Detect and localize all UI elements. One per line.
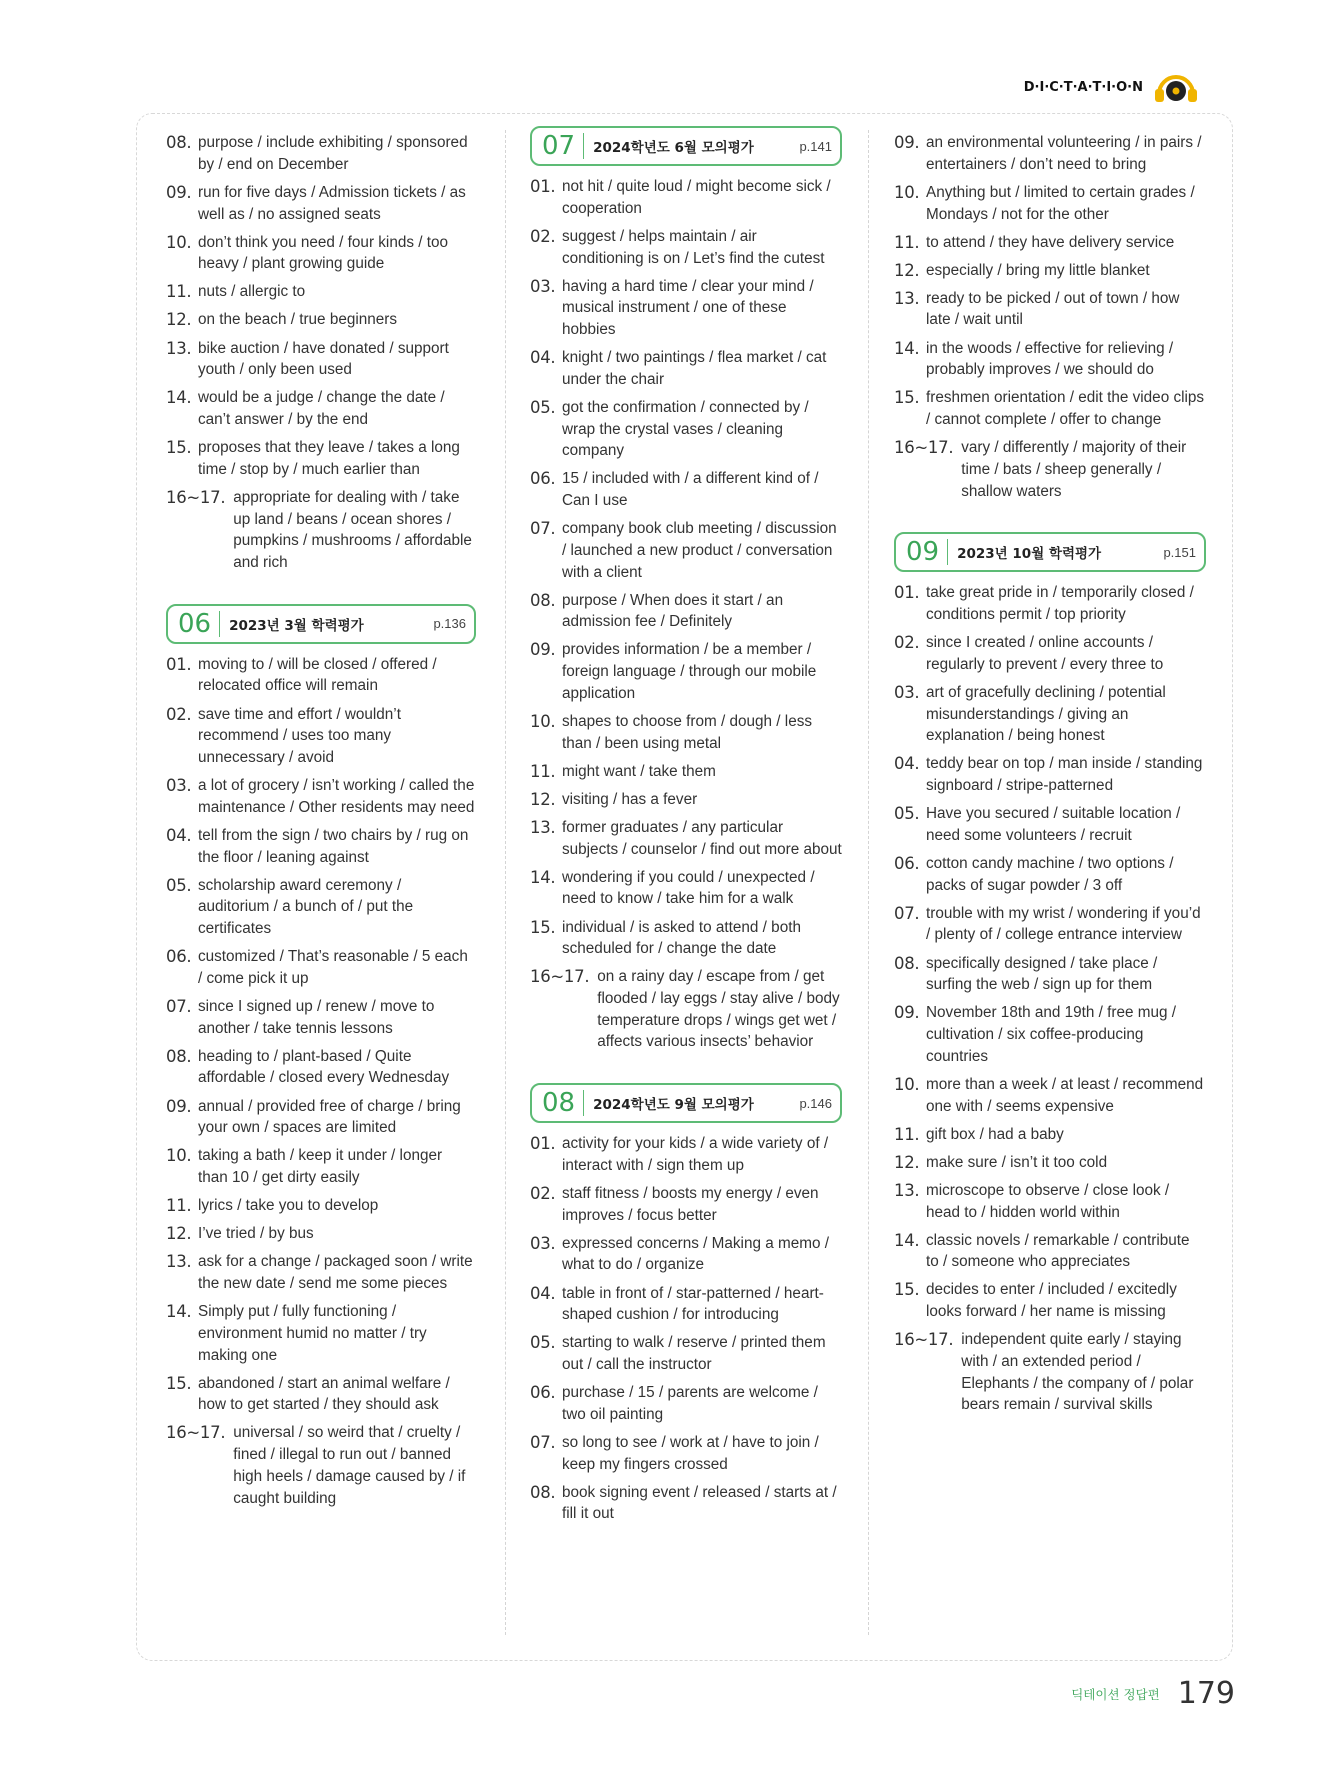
item-number: 01. xyxy=(166,654,192,674)
item-answer-text: annual / provided free of charge / bring your own / spaces are limited xyxy=(198,1097,461,1137)
item-number: 03. xyxy=(530,1233,556,1253)
item-number: 16~17. xyxy=(166,487,226,507)
answer-item xyxy=(166,875,476,940)
answer-item xyxy=(530,176,842,219)
item-answer-text: universal / so weird that / cruelty / fined / illegal to run out / banned high heels / damage caused by / if caught building xyxy=(233,1424,466,1507)
item-answer-text: ask for a change / packaged soon / write the new date / send me some pieces xyxy=(198,1253,473,1293)
item-answer-text: nuts / allergic to xyxy=(198,283,306,301)
item-answer-text: company book club meeting / discussion / launched a new product / conversation with a client xyxy=(562,520,837,581)
answer-item xyxy=(894,903,1206,946)
item-answer-text: staff fitness / boosts my energy / even improves / focus better xyxy=(562,1184,819,1224)
item-answer-text: abandoned / start an animal welfare / how to get started / they should ask xyxy=(198,1374,450,1414)
item-number: 06. xyxy=(530,1383,556,1403)
item-answer-text: since I created / online accounts / regularly to prevent / every three to xyxy=(926,634,1164,673)
item-number: 11. xyxy=(530,761,556,781)
section-page-ref: p.146 xyxy=(799,1095,832,1111)
item-number: 06. xyxy=(894,853,920,873)
item-answer-text: lyrics / take you to develop xyxy=(198,1197,379,1215)
answer-item xyxy=(530,590,842,633)
answer-item xyxy=(894,182,1206,225)
item-answer-text: ready to be picked / out of town / how late / wait until xyxy=(926,289,1180,329)
answer-item xyxy=(894,632,1206,675)
item-answer-text: on the beach / true beginners xyxy=(198,311,398,329)
item-number: 16~17. xyxy=(166,1423,226,1443)
item-answer-text: save time and effort / wouldn’t recommend / uses too many unnecessary / avoid xyxy=(198,705,401,766)
answer-item xyxy=(894,953,1206,996)
answer-item xyxy=(894,1074,1206,1117)
section-title: 2023년 10월 학력평가 xyxy=(957,546,1102,563)
item-answer-text: got the confirmation / connected by / wrap the crystal vases / cleaning company xyxy=(562,398,809,460)
answer-item xyxy=(894,1279,1206,1322)
section-number: 06 xyxy=(178,611,220,637)
answer-item xyxy=(166,825,476,868)
item-number: 09. xyxy=(530,640,556,660)
item-number: 02. xyxy=(530,1183,556,1203)
item-number: 10. xyxy=(894,1074,920,1094)
item-answer-text: vary / differently / majority of their time / bats / sheep generally / shallow waters xyxy=(961,439,1187,500)
answer-item xyxy=(166,309,476,331)
answer-item xyxy=(166,437,476,480)
answer-item xyxy=(530,817,842,860)
answer-item xyxy=(530,966,842,1053)
item-answer-text: purpose / include exhibiting / sponsored by / end on December xyxy=(198,134,468,173)
answer-item xyxy=(530,761,842,783)
item-number: 05. xyxy=(166,875,192,895)
item-answer-text: appropriate for dealing with / take up land / beans / ocean shores / pumpkins / mushrooms / affordable and rich xyxy=(233,488,472,572)
answer-item xyxy=(894,753,1206,796)
section-page-ref: p.151 xyxy=(1163,544,1196,560)
item-answer-text: tell from the sign / two chairs by / rug on the floor / leaning against xyxy=(198,826,469,866)
item-number: 13. xyxy=(166,338,192,358)
answer-column-2 xyxy=(530,132,842,1532)
answer-item xyxy=(530,226,842,269)
item-answer-text: don’t think you need / four kinds / too heavy / plant growing guide xyxy=(198,233,449,273)
item-number: 14. xyxy=(894,1230,920,1250)
item-number: 12. xyxy=(530,789,556,809)
item-number: 12. xyxy=(894,1152,920,1172)
item-answer-text: independent quite early / staying with / an extended period / Elephants / the company of / polar bears remain / survival skills xyxy=(961,1331,1194,1414)
item-number: 04. xyxy=(530,1283,556,1303)
answer-item xyxy=(166,775,476,818)
item-number: 08. xyxy=(530,1482,556,1502)
item-answer-text: starting to walk / reserve / printed them out / call the instructor xyxy=(562,1334,826,1374)
item-number: 07. xyxy=(166,996,192,1016)
answer-item xyxy=(530,1382,842,1425)
answer-item xyxy=(530,347,842,390)
answer-item xyxy=(530,639,842,704)
answer-item xyxy=(166,1373,476,1416)
answer-item xyxy=(530,397,842,462)
section-header xyxy=(530,126,842,166)
item-number: 10. xyxy=(894,182,920,202)
item-number: 13. xyxy=(166,1252,192,1272)
item-answer-text: individual / is asked to attend / both scheduled for / change the date xyxy=(562,918,801,958)
item-number: 11. xyxy=(894,1124,920,1144)
answer-item xyxy=(530,518,842,583)
brand-wordmark: D·I·C·T·A·T·I·O·N xyxy=(1023,79,1143,95)
answer-item xyxy=(894,1230,1206,1273)
answer-item xyxy=(166,704,476,769)
item-number: 08. xyxy=(530,590,556,610)
item-answer-text: scholarship award ceremony / auditorium / a bunch of / put the certificates xyxy=(198,876,414,938)
item-answer-text: expressed concerns / Making a memo / what to do / organize xyxy=(562,1234,829,1274)
item-answer-text: activity for your kids / a wide variety of / interact with / sign them up xyxy=(562,1135,829,1174)
item-number: 09. xyxy=(166,182,192,202)
section-title: 2024학년도 9월 모의평가 xyxy=(593,1097,754,1114)
item-answer-text: book signing event / released / starts at / fill it out xyxy=(562,1483,837,1523)
answer-column-1 xyxy=(166,132,476,1516)
item-number: 14. xyxy=(166,388,192,408)
item-answer-text: freshmen orientation / edit the video clips / cannot complete / offer to change xyxy=(926,389,1205,429)
item-answer-text: to attend / they have delivery service xyxy=(926,233,1175,251)
headphone-icon xyxy=(1153,70,1199,104)
answer-item xyxy=(166,487,476,574)
answer-item xyxy=(530,917,842,960)
item-number: 05. xyxy=(530,397,556,417)
column-divider xyxy=(868,130,869,1635)
item-answer-text: since I signed up / renew / move to another / take tennis lessons xyxy=(198,997,435,1037)
item-number: 08. xyxy=(166,1046,192,1066)
item-number: 04. xyxy=(530,348,556,368)
answer-item xyxy=(166,387,476,430)
answer-item xyxy=(894,338,1206,381)
item-answer-text: decides to enter / included / excitedly looks forward / her name is missing xyxy=(926,1281,1177,1321)
item-number: 07. xyxy=(530,519,556,539)
item-number: 11. xyxy=(166,1196,192,1216)
item-answer-text: 15 / included with / a different kind of / Can I use xyxy=(562,470,819,510)
dictation-brand xyxy=(1024,70,1199,104)
item-number: 11. xyxy=(894,232,920,252)
item-number: 05. xyxy=(530,1333,556,1353)
item-answer-text: Have you secured / suitable location / need some volunteers / recruit xyxy=(926,805,1181,844)
item-number: 14. xyxy=(894,338,920,358)
answer-item xyxy=(166,1195,476,1217)
answer-item xyxy=(894,1152,1206,1174)
item-number: 12. xyxy=(166,1224,192,1244)
item-answer-text: so long to see / work at / have to join / keep my fingers crossed xyxy=(562,1433,819,1473)
item-answer-text: trouble with my wrist / wondering if you’d / plenty of / college entrance interview xyxy=(926,904,1201,944)
answer-item xyxy=(894,853,1206,896)
item-number: 16~17. xyxy=(530,967,590,987)
item-number: 16~17. xyxy=(894,1330,954,1350)
item-answer-text: an environmental volunteering / in pairs / entertainers / don’t need to bring xyxy=(926,134,1202,173)
item-answer-text: make sure / isn’t it too cold xyxy=(926,1153,1108,1171)
item-answer-text: on a rainy day / escape from / get flooded / lay eggs / stay alive / body temperature drops / wings get wet / affects various insects’ behavior xyxy=(597,968,840,1051)
item-number: 02. xyxy=(530,226,556,246)
item-number: 03. xyxy=(166,776,192,796)
item-number: 14. xyxy=(166,1302,192,1322)
section-number: 07 xyxy=(542,133,584,159)
section-header xyxy=(166,604,476,644)
item-number: 02. xyxy=(894,633,920,653)
item-answer-text: customized / That’s reasonable / 5 each / come pick it up xyxy=(198,948,468,987)
answer-item xyxy=(166,182,476,225)
item-answer-text: moving to / will be closed / offered / relocated office will remain xyxy=(198,655,437,695)
item-answer-text: provides information / be a member / foreign language / through our mobile application xyxy=(562,641,817,702)
item-answer-text: suggest / helps maintain / air conditioning is on / Let’s find the cutest xyxy=(562,227,825,267)
item-number: 09. xyxy=(894,1003,920,1023)
answer-item xyxy=(166,338,476,381)
answer-item xyxy=(166,1251,476,1294)
item-answer-text: having a hard time / clear your mind / musical instrument / one of these hobbies xyxy=(562,277,814,338)
item-number: 01. xyxy=(530,1134,556,1154)
section-number: 08 xyxy=(542,1090,584,1116)
answer-item xyxy=(530,867,842,910)
answer-item xyxy=(166,996,476,1039)
item-number: 15. xyxy=(166,1373,192,1393)
answer-item xyxy=(530,1283,842,1326)
item-answer-text: proposes that they leave / takes a long time / stop by / much earlier than xyxy=(198,439,460,478)
column-divider xyxy=(505,130,506,1635)
item-number: 06. xyxy=(530,469,556,489)
item-answer-text: run for five days / Admission tickets / as well as / no assigned seats xyxy=(198,183,466,223)
item-answer-text: I’ve tried / by bus xyxy=(198,1225,314,1243)
item-number: 10. xyxy=(530,711,556,731)
section-title: 2024학년도 6월 모의평가 xyxy=(593,140,754,156)
answer-item xyxy=(166,654,476,697)
item-number: 02. xyxy=(166,704,192,724)
item-answer-text: purchase / 15 / parents are welcome / two oil painting xyxy=(562,1384,818,1423)
answer-item xyxy=(530,1183,842,1226)
answer-item xyxy=(166,1301,476,1366)
item-answer-text: might want / take them xyxy=(562,762,716,780)
item-number: 05. xyxy=(894,804,920,824)
item-number: 16~17. xyxy=(894,438,954,458)
item-answer-text: taking a bath / keep it under / longer than 10 / get dirty easily xyxy=(198,1147,443,1187)
item-number: 06. xyxy=(166,947,192,967)
answer-item xyxy=(530,711,842,754)
item-answer-text: art of gracefully declining / potential misunderstandings / giving an explanation / being honest xyxy=(926,683,1166,745)
item-number: 03. xyxy=(894,682,920,702)
section-page-ref: p.136 xyxy=(433,616,466,632)
item-answer-text: visiting / has a fever xyxy=(562,790,698,808)
item-number: 07. xyxy=(894,903,920,923)
item-number: 08. xyxy=(894,953,920,973)
footer-label: 딕테이션 정답편 xyxy=(1071,1686,1160,1702)
answer-item xyxy=(894,582,1206,625)
answer-item xyxy=(166,1223,476,1245)
answer-item xyxy=(894,260,1206,282)
answer-item xyxy=(166,1145,476,1188)
item-answer-text: Anything but / limited to certain grades / Mondays / not for the other xyxy=(926,183,1195,223)
item-number: 13. xyxy=(894,1180,920,1200)
answer-item xyxy=(894,132,1206,175)
item-answer-text: heading to / plant-based / Quite affordable / closed every Wednesday xyxy=(198,1047,450,1087)
item-answer-text: gift box / had a baby xyxy=(926,1125,1064,1143)
item-answer-text: microscope to observe / close look / head to / hidden world within xyxy=(926,1181,1170,1221)
answer-item xyxy=(530,1133,842,1176)
item-answer-text: cotton candy machine / two options / packs of sugar powder / 3 off xyxy=(926,854,1174,894)
answer-item xyxy=(530,1432,842,1475)
answer-item xyxy=(166,132,476,175)
item-answer-text: not hit / quite loud / might become sick / cooperation xyxy=(562,178,831,217)
item-answer-text: purpose / When does it start / an admission fee / Definitely xyxy=(562,591,784,631)
item-number: 14. xyxy=(530,867,556,887)
item-answer-text: specifically designed / take place / surfing the web / sign up for them xyxy=(926,954,1158,994)
section-title: 2023년 3월 학력평가 xyxy=(229,617,364,634)
item-answer-text: shapes to choose from / dough / less than / been using metal xyxy=(562,712,812,752)
item-number: 09. xyxy=(166,1096,192,1116)
item-number: 15. xyxy=(894,1280,920,1300)
answer-item xyxy=(530,789,842,811)
answer-item xyxy=(166,1046,476,1089)
item-number: 13. xyxy=(530,817,556,837)
answer-item xyxy=(894,803,1206,846)
answer-item xyxy=(894,1002,1206,1067)
item-answer-text: would be a judge / change the date / can’t answer / by the end xyxy=(198,389,445,429)
item-answer-text: teddy bear on top / man inside / standing signboard / stripe-patterned xyxy=(926,755,1203,795)
item-number: 04. xyxy=(166,825,192,845)
item-number: 15. xyxy=(166,438,192,458)
item-answer-text: a lot of grocery / isn’t working / called the maintenance / Other residents may need xyxy=(198,777,475,816)
item-number: 12. xyxy=(166,310,192,330)
section-header xyxy=(894,532,1206,572)
answer-item xyxy=(894,437,1206,502)
item-answer-text: in the woods / effective for relieving / probably improves / we should do xyxy=(926,339,1174,379)
item-number: 11. xyxy=(166,282,192,302)
item-number: 03. xyxy=(530,276,556,296)
item-answer-text: knight / two paintings / flea market / cat under the chair xyxy=(562,349,827,388)
answer-item xyxy=(166,946,476,989)
item-number: 08. xyxy=(166,133,192,152)
item-answer-text: wondering if you could / unexpected / need to know / take him for a walk xyxy=(562,868,815,908)
item-answer-text: Simply put / fully functioning / environment humid no matter / try making one xyxy=(198,1303,427,1364)
item-number: 04. xyxy=(894,754,920,774)
answer-item xyxy=(894,1329,1206,1416)
item-number: 15. xyxy=(894,388,920,408)
section-header xyxy=(530,1083,842,1123)
item-number: 07. xyxy=(530,1432,556,1452)
answer-column-3 xyxy=(894,132,1206,1422)
section-page-ref: p.141 xyxy=(799,138,832,154)
item-answer-text: bike auction / have donated / support youth / only been used xyxy=(198,339,449,379)
item-answer-text: more than a week / at least / recommend one with / seems expensive xyxy=(926,1075,1204,1115)
answer-item xyxy=(894,682,1206,747)
section-number: 09 xyxy=(906,539,948,565)
answer-item xyxy=(894,1180,1206,1223)
answer-item xyxy=(530,468,842,511)
page-footer xyxy=(1071,1676,1235,1711)
item-answer-text: November 18th and 19th / free mug / cultivation / six coffee-producing countries xyxy=(926,1004,1176,1065)
item-number: 12. xyxy=(894,260,920,280)
answer-item xyxy=(894,288,1206,331)
answer-item xyxy=(530,276,842,341)
item-number: 01. xyxy=(530,177,556,196)
answer-item xyxy=(166,1096,476,1139)
answer-item xyxy=(166,232,476,275)
answer-item xyxy=(894,232,1206,254)
page-number: 179 xyxy=(1177,1676,1235,1711)
answer-item xyxy=(530,1332,842,1375)
item-number: 15. xyxy=(530,917,556,937)
answer-item xyxy=(894,387,1206,430)
item-answer-text: table in front of / star-patterned / heart-shaped cushion / for introducing xyxy=(562,1284,824,1324)
item-answer-text: former graduates / any particular subjects / counselor / find out more about xyxy=(562,818,842,858)
item-answer-text: classic novels / remarkable / contribute to / someone who appreciates xyxy=(926,1231,1190,1271)
answer-item xyxy=(166,1422,476,1509)
item-number: 01. xyxy=(894,583,920,603)
item-answer-text: take great pride in / temporarily closed / conditions permit / top priority xyxy=(926,584,1194,623)
item-number: 10. xyxy=(166,1146,192,1166)
item-number: 13. xyxy=(894,288,920,308)
item-number: 10. xyxy=(166,232,192,252)
answer-item xyxy=(166,281,476,303)
answer-item xyxy=(530,1482,842,1525)
item-number: 09. xyxy=(894,133,920,152)
answer-item xyxy=(894,1124,1206,1146)
answer-item xyxy=(530,1233,842,1276)
item-answer-text: especially / bring my little blanket xyxy=(926,261,1150,279)
